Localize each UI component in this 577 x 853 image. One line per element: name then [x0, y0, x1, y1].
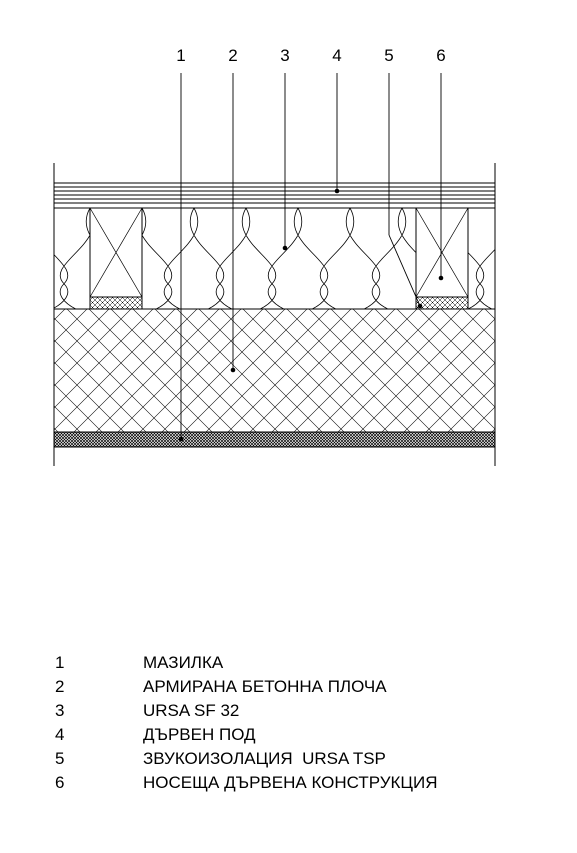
legend-text: ДЪРВЕН ПОД	[143, 725, 256, 744]
timber-beam-right	[416, 208, 468, 309]
legend-row	[55, 701, 240, 725]
callout-number-5: 5	[384, 46, 394, 65]
legend-number: 1	[55, 653, 65, 672]
callout-number-3: 3	[280, 46, 290, 65]
callout-number-6: 6	[436, 46, 446, 65]
timber-beam-left	[90, 208, 142, 309]
legend-number: 5	[55, 749, 65, 768]
leader-line-5b	[389, 235, 420, 306]
callout-number-1: 1	[176, 46, 186, 65]
legend-text: МАЗИЛКА	[143, 653, 224, 672]
wooden-floor-layer	[54, 183, 495, 208]
leader-dot-6	[439, 276, 444, 281]
acoustic-strip-right	[416, 297, 468, 309]
legend-text: URSA SF 32	[143, 701, 240, 720]
legend-row	[55, 677, 387, 701]
legend-row	[55, 749, 386, 773]
acoustic-strip-left	[90, 297, 142, 309]
legend-number: 4	[55, 725, 65, 744]
leader-dot-2	[231, 368, 236, 373]
legend-text: ЗВУКОИЗОЛАЦИЯ URSA TSP	[143, 749, 386, 768]
legend	[55, 653, 438, 797]
plaster-layer	[54, 432, 495, 447]
concrete-slab-layer	[54, 309, 495, 432]
legend-text: НОСЕЩА ДЪРВЕНА КОНСТРУКЦИЯ	[143, 773, 438, 792]
legend-number: 6	[55, 773, 65, 792]
callout-number-2: 2	[228, 46, 238, 65]
leader-dot-3	[283, 246, 288, 251]
leader-dot-5	[418, 304, 423, 309]
callout-number-4: 4	[332, 46, 342, 65]
legend-number: 2	[55, 677, 65, 696]
legend-row	[55, 773, 438, 797]
leader-dot-1	[179, 437, 184, 442]
legend-number: 3	[55, 701, 65, 720]
legend-text: АРМИРАНА БЕТОННА ПЛОЧА	[143, 677, 387, 696]
legend-row	[55, 725, 256, 749]
leader-dot-4	[335, 189, 340, 194]
legend-row	[55, 653, 224, 677]
